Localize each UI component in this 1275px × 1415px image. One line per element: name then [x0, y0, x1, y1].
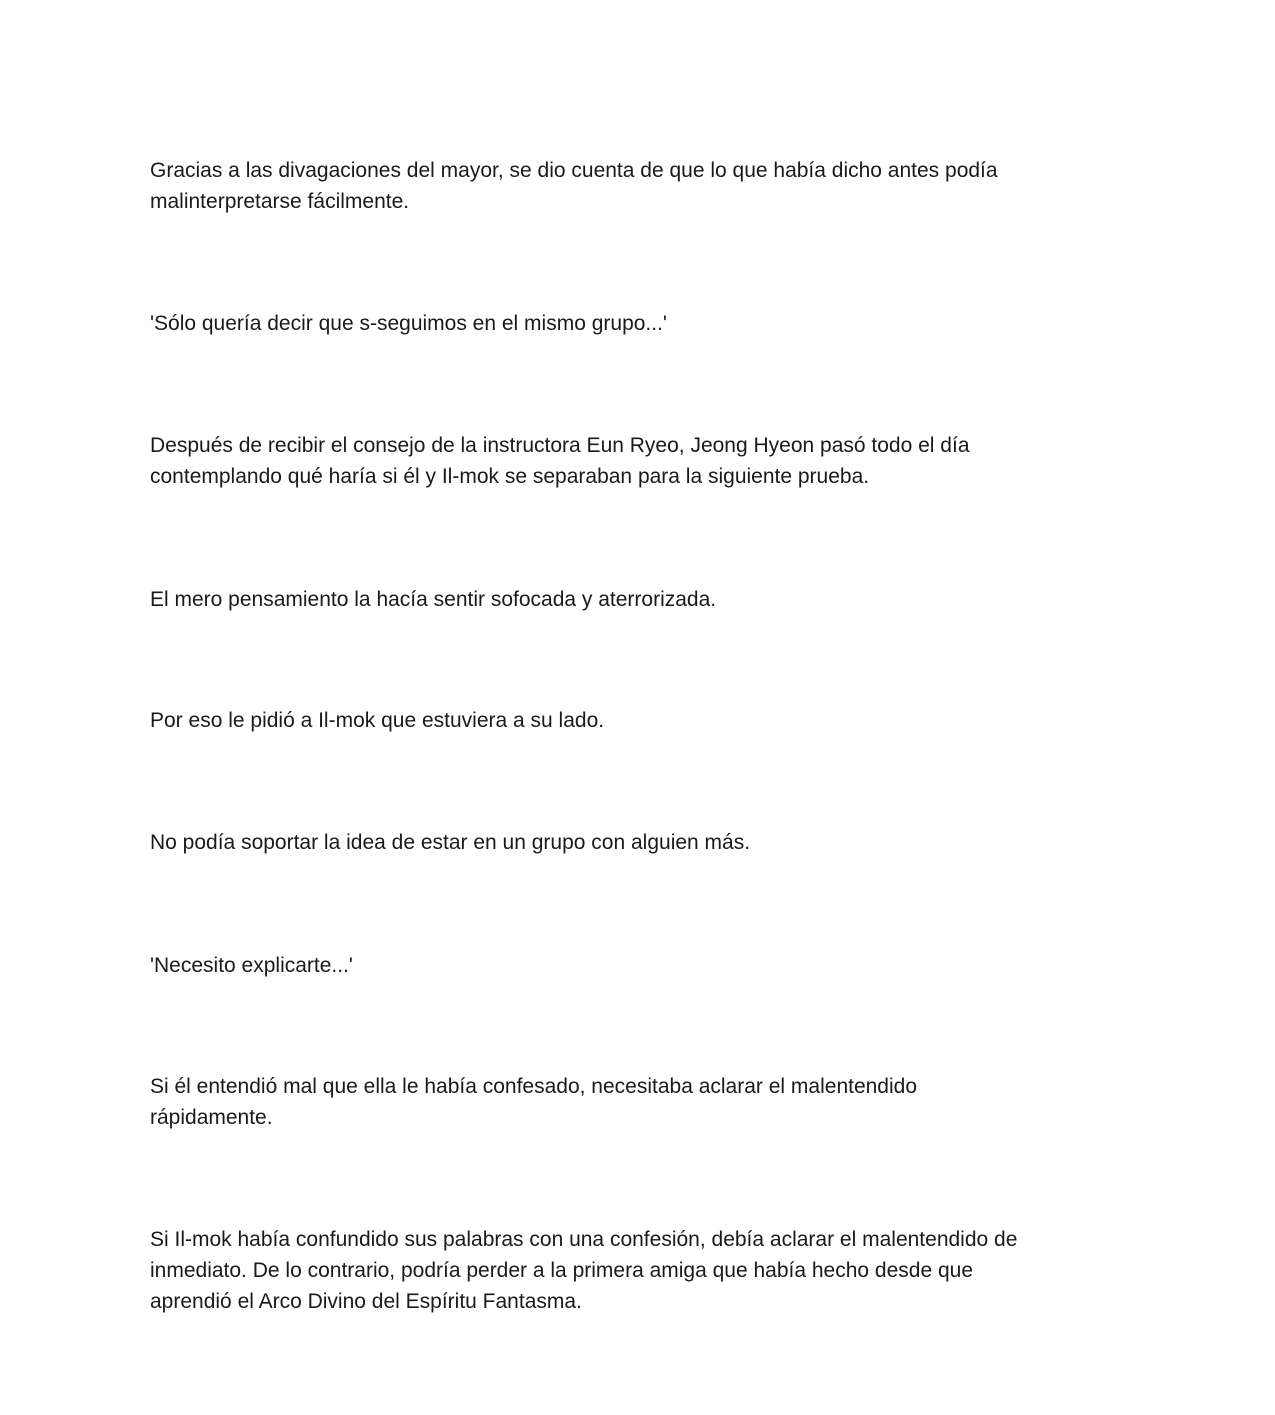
- paragraph-line: No podía soportar la idea de estar en un grupo con alguien más.: [150, 831, 751, 854]
- paragraph-6: [150, 827, 1110, 858]
- paragraph-line: Por eso le pidió a Il-mok que estuviera a su lado.: [150, 709, 605, 732]
- paragraph-line: 'Necesito explicarte...': [150, 954, 353, 977]
- paragraph-line: Después de recibir el consejo de la instructora Eun Ryeo, Jeong Hyeon pasó todo el día: [150, 434, 970, 457]
- paragraph-line: Si él entendió mal que ella le había confesado, necesitaba aclarar el malentendido: [150, 1075, 918, 1098]
- paragraph-5: [150, 705, 1110, 736]
- paragraph-2: [150, 308, 1110, 339]
- paragraph-4: [150, 584, 1110, 615]
- paragraph-line: Si Il-mok había confundido sus palabras con una confesión, debía aclarar el malentendido de: [150, 1228, 1018, 1251]
- paragraph-line: Gracias a las divagaciones del mayor, se dio cuenta de que lo que había dicho antes podía: [150, 159, 998, 182]
- paragraph-line: aprendió el Arco Divino del Espíritu Fantasma.: [150, 1290, 582, 1313]
- paragraph-line: 'Sólo quería decir que s-seguimos en el mismo grupo...': [150, 312, 667, 335]
- paragraph-line: El mero pensamiento la hacía sentir sofocada y aterrorizada.: [150, 588, 717, 611]
- paragraph-line: contemplando qué haría si él y Il-mok se separaban para la siguiente prueba.: [150, 465, 870, 488]
- paragraph-line: rápidamente.: [150, 1106, 273, 1129]
- paragraph-7: [150, 950, 1110, 981]
- paragraph-3: [150, 430, 1110, 492]
- paragraph-line: inmediato. De lo contrario, podría perder a la primera amiga que había hecho desde que: [150, 1259, 974, 1282]
- paragraph-9: [150, 1224, 1110, 1317]
- paragraph-8: [150, 1071, 1110, 1133]
- paragraph-1: [150, 155, 1110, 217]
- paragraph-line: malinterpretarse fácilmente.: [150, 190, 410, 213]
